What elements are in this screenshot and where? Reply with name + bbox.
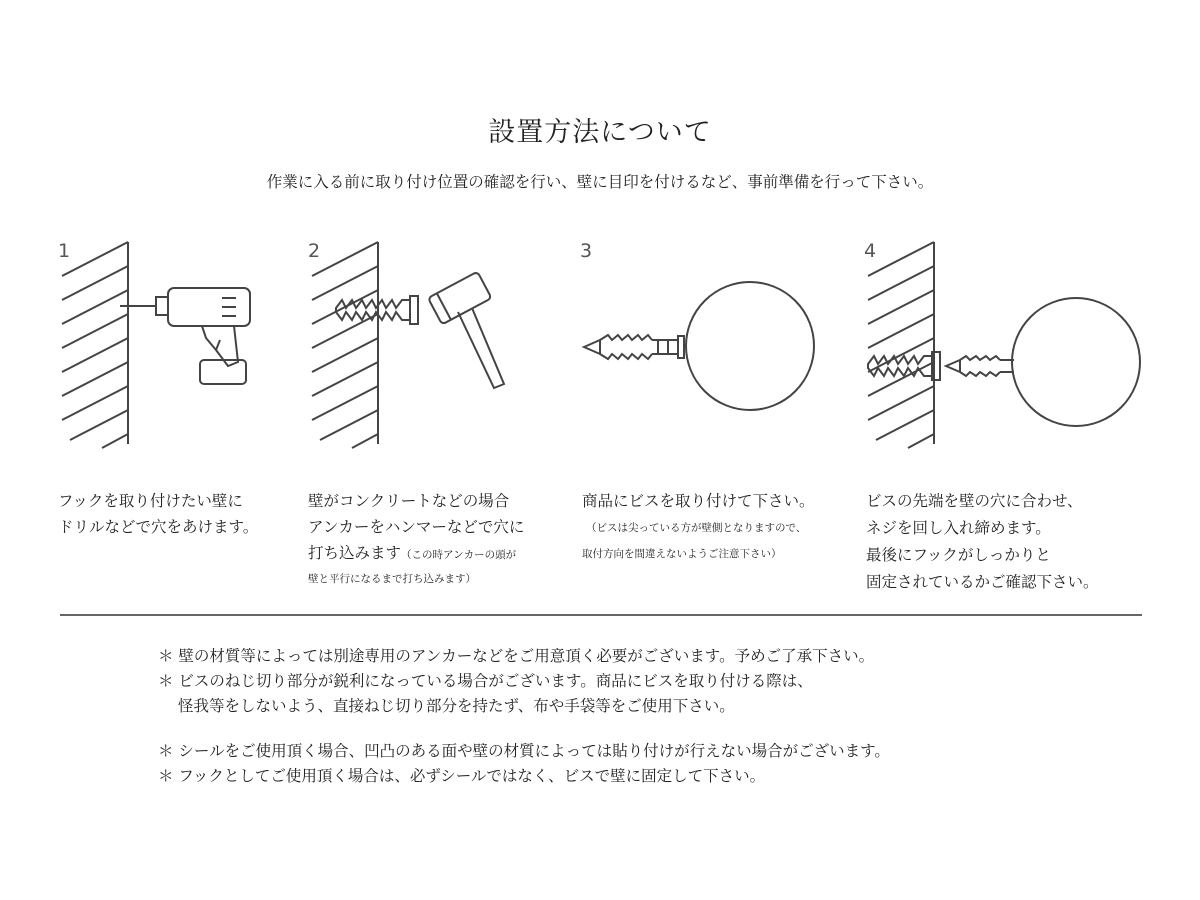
- step-4: [862, 236, 1152, 591]
- step-description: [308, 488, 524, 591]
- note-spacer: [158, 719, 890, 739]
- step-description: [582, 488, 815, 566]
- step-description: [58, 488, 258, 540]
- note-line: ＊ シールをご使用頂く場合、凹凸のある面や壁の材質によっては貼り付けが行えない場合がございます。: [158, 742, 890, 760]
- step-description-note: （ビスは尖っている方が壁側となりますので、: [586, 522, 807, 534]
- step-description-line: ネジを回し入れ締めます。: [866, 519, 1051, 537]
- step-number: 3: [580, 240, 593, 262]
- fix-hook-illustration: [862, 236, 1152, 466]
- step-description-note: 取付方向を間違えないようご注意下さい）: [582, 548, 782, 560]
- step-description-line: ビスの先端を壁の穴に合わせ、: [866, 492, 1083, 510]
- page-subtitle: 作業に入る前に取り付け位置の確認を行い、壁に目印を付けるなど、事前準備を行って下さい。: [266, 173, 934, 191]
- step-description-line: 最後にフックがしっかりと: [866, 546, 1051, 564]
- step-description-main: 打ち込みます: [308, 544, 402, 562]
- step-number: 2: [308, 240, 321, 262]
- step-number: 1: [58, 240, 71, 262]
- step-description-line: 壁がコンクリートなどの場合: [308, 492, 510, 510]
- notes-section: [158, 644, 890, 789]
- anchor-hammer-illustration: [306, 236, 566, 466]
- step-2: [306, 236, 566, 585]
- screw-product-illustration: [578, 236, 848, 466]
- step-description-line: 固定されているかご確認下さい。: [866, 573, 1099, 591]
- step-number: 4: [864, 240, 877, 262]
- step-description-line: ドリルなどで穴をあけます。: [58, 518, 259, 536]
- step-description: [866, 488, 1099, 596]
- note-line: ＊ ビスのねじ切り部分が鋭利になっている場合がございます。商品にビスを取り付ける際は、: [158, 672, 813, 690]
- step-3: [578, 236, 848, 560]
- step-description-line: 商品にビスを取り付けて下さい。: [582, 492, 815, 510]
- note-line: 怪我等をしないよう、直接ねじ切り部分を持たず、布や手袋等をご使用下さい。: [178, 697, 735, 715]
- step-description-line: アンカーをハンマーなどで穴に: [308, 518, 525, 536]
- drill-illustration: [56, 236, 296, 466]
- steps-section: [0, 236, 1200, 596]
- step-1: [56, 236, 296, 536]
- product-circle: [686, 282, 814, 410]
- step-description-note: （この時アンカーの頭が: [401, 549, 517, 561]
- note-line: ＊ 壁の材質等によっては別途専用のアンカーなどをご用意頂く必要がございます。予めご了承下さい。: [158, 647, 875, 665]
- product-circle: [1012, 298, 1140, 426]
- note-line: ＊ フックとしてご使用頂く場合は、必ずシールではなく、ビスで壁に固定して下さい。: [158, 767, 766, 785]
- step-description-note: 壁と平行になるまで打ち込みます）: [308, 573, 476, 585]
- section-divider: [60, 614, 1142, 616]
- step-description-line: [308, 540, 524, 567]
- step-description-line: フックを取り付けたい壁に: [58, 492, 243, 510]
- page-title: 設置方法について: [488, 117, 712, 148]
